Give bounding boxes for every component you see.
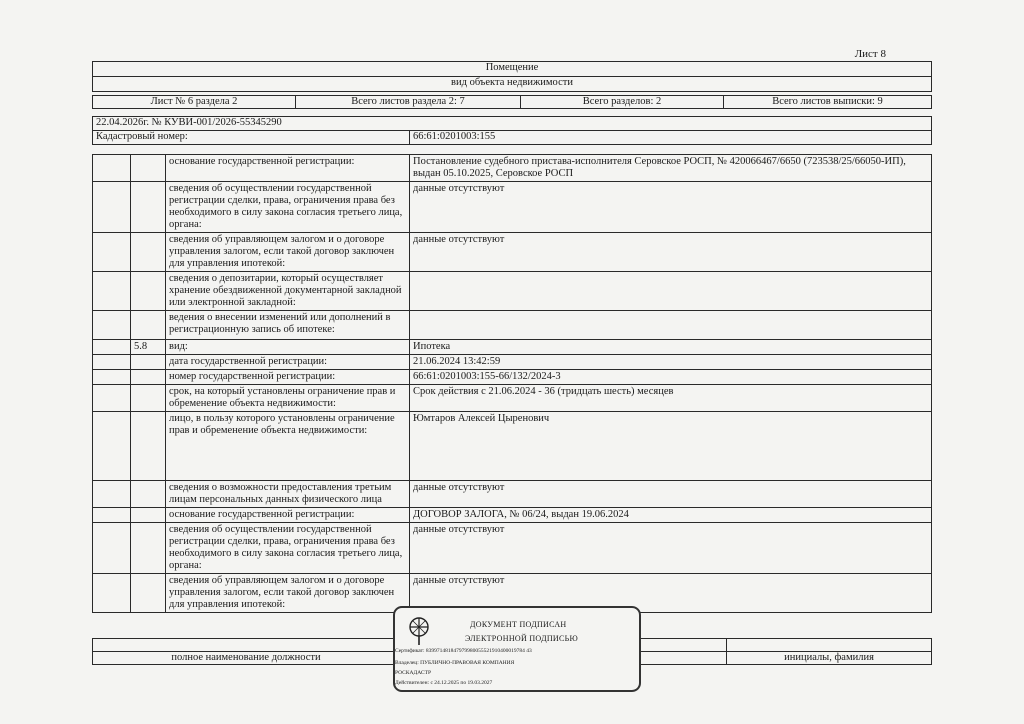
record-number [131, 385, 166, 412]
record-row [93, 355, 932, 370]
record-row [93, 412, 932, 481]
record-number [131, 481, 166, 508]
record-number [131, 355, 166, 370]
cadastral-table [92, 116, 932, 145]
record-value [410, 311, 932, 340]
record-label: номер государственной регистрации: [166, 370, 410, 385]
record-label: вид: [166, 340, 410, 355]
record-number [131, 311, 166, 340]
record-label: лицо, в пользу которого установлены ограничение прав и обременение объекта недвижимости: [166, 412, 410, 481]
record-number [131, 574, 166, 613]
record-row [93, 385, 932, 412]
sheet-number: Лист 8 [854, 48, 886, 60]
record-value: ДОГОВОР ЗАЛОГА, № 06/24, выдан 19.06.2024 [410, 508, 932, 523]
record-label: ведения о внесении изменений или дополнений в регистрационную запись об ипотеке: [166, 311, 410, 340]
total-sections: Всего разделов: 2 [521, 96, 724, 109]
record-label: сведения об управляющем залогом и о договоре управления залогом, если такой договор заключен для управления ипотекой: [166, 233, 410, 272]
stamp-owner: Владелец: ПУБЛИЧНО-ПРАВОВАЯ КОМПАНИЯ [395, 660, 515, 666]
header-table [92, 61, 932, 92]
record-number [131, 233, 166, 272]
record-row [93, 311, 932, 340]
record-row [93, 523, 932, 574]
record-number [131, 272, 166, 311]
record-row [93, 370, 932, 385]
record-row [93, 481, 932, 508]
total-sheets-section: Всего листов раздела 2: 7 [296, 96, 521, 109]
record-row [93, 233, 932, 272]
record-number [131, 370, 166, 385]
stamp-line1: ДОКУМЕНТ ПОДПИСАН [470, 620, 567, 629]
record-number [131, 182, 166, 233]
record-row [93, 272, 932, 311]
position-label: полное наименование должности [93, 652, 400, 665]
stamp-certificate: Сертификат: 839971481847979980055521910400019784 43 [395, 648, 532, 654]
record-number [131, 155, 166, 182]
record-number: 5.8 [131, 340, 166, 355]
record-label: сведения об управляющем залогом и о договоре управления залогом, если такой договор заключен для управления ипотекой: [166, 574, 410, 613]
sections-table [92, 95, 932, 109]
record-label: сведения о депозитарии, который осуществляет хранение обездвиженной документарной закладной или электронной закладной: [166, 272, 410, 311]
initials-label: инициалы, фамилия [727, 652, 932, 665]
record-value: данные отсутствуют [410, 481, 932, 508]
record-row [93, 508, 932, 523]
cadastral-label: Кадастровый номер: [93, 131, 410, 145]
record-value: 66:61:0201003:155-66/132/2024-3 [410, 370, 932, 385]
record-value: данные отсутствуют [410, 182, 932, 233]
rosreestr-emblem-icon [405, 616, 433, 646]
record-number [131, 508, 166, 523]
sheet-of-section: Лист № 6 раздела 2 [93, 96, 296, 109]
record-value: данные отсутствуют [410, 233, 932, 272]
record-label: сведения об осуществлении государственной регистрации сделки, права, ограничения права без необходимого в силу закона согласия третьего лица, органа: [166, 523, 410, 574]
record-label: основание государственной регистрации: [166, 155, 410, 182]
record-value: Постановление судебного пристава-исполнителя Серовское РОСП, № 420066467/6650 (723538/25/66050-ИП), выдан 05.10.2025, Серовское РОСП [410, 155, 932, 182]
record-value: 21.06.2024 13:42:59 [410, 355, 932, 370]
record-label: срок, на который установлены ограничение прав и обременение объекта недвижимости: [166, 385, 410, 412]
record-row [93, 182, 932, 233]
record-number [131, 412, 166, 481]
record-number [131, 523, 166, 574]
record-row [93, 155, 932, 182]
record-value: данные отсутствуют [410, 574, 932, 613]
object-title: Помещение [93, 62, 932, 77]
record-value: данные отсутствуют [410, 523, 932, 574]
record-row [93, 340, 932, 355]
cadastral-value: 66:61:0201003:155 [410, 131, 932, 145]
record-value: Юмтаров Алексей Цыренович [410, 412, 932, 481]
records-table [92, 154, 932, 613]
total-sheets-extract: Всего листов выписки: 9 [724, 96, 932, 109]
extract-date-number: 22.04.2026г. № КУВИ-001/2026-55345290 [93, 117, 932, 131]
record-value: Ипотека [410, 340, 932, 355]
stamp-owner2: РОСКАДАСТР [395, 670, 432, 676]
record-label: сведения об осуществлении государственной регистрации сделки, права, ограничения права без необходимого в силу закона согласия третьего лица, органа: [166, 182, 410, 233]
electronic-signature-stamp [393, 606, 641, 692]
record-value [410, 272, 932, 311]
record-label: дата государственной регистрации: [166, 355, 410, 370]
record-label: сведения о возможности предоставления третьим лицам персональных данных физического лица [166, 481, 410, 508]
stamp-valid: Действителен: с 24.12.2025 по 19.03.2027 [395, 680, 493, 686]
stamp-line2: ЭЛЕКТРОННОЙ ПОДПИСЬЮ [465, 634, 579, 643]
object-subtitle: вид объекта недвижимости [93, 77, 932, 92]
record-value: Срок действия с 21.06.2024 - 36 (тридцать шесть) месяцев [410, 385, 932, 412]
record-label: основание государственной регистрации: [166, 508, 410, 523]
